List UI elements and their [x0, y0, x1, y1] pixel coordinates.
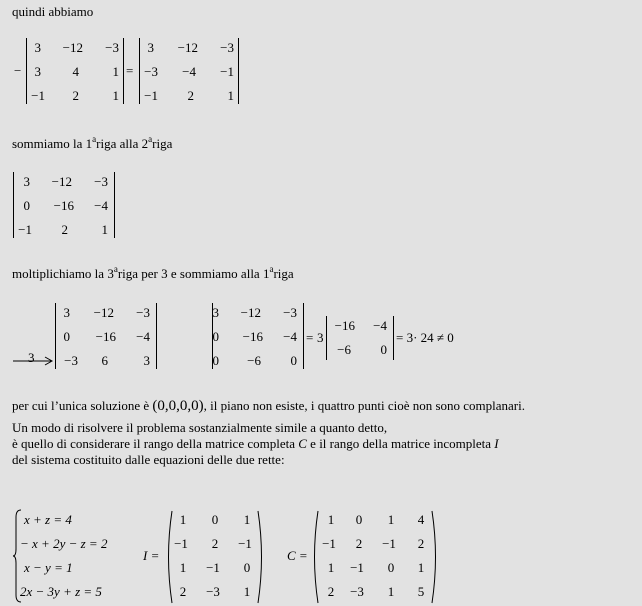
- equation-2: − x + 2y − z = 2: [20, 536, 108, 551]
- matrix-c-cell: 5: [417, 584, 425, 599]
- matrix-i-cell: 1: [243, 584, 251, 599]
- det1-cell: 3: [34, 40, 41, 55]
- result-text: = 3· 24 ≠ 0: [396, 330, 454, 345]
- step-text-2: moltiplichiamo la 3$^a$riga per 3 e sommiamo alla 1$^a$riga: [12, 264, 294, 281]
- matrix-i-cell: −1: [174, 536, 188, 551]
- equals-sign: =: [126, 63, 134, 78]
- determinant-1: [26, 38, 124, 104]
- det3c-cell: −16: [334, 318, 355, 333]
- paragraph-line-2: Un modo di risolvere il problema sostanzialmente simile a quanto detto,: [12, 420, 388, 435]
- paragraph-line-3: è quello di considerare il rango della matrice completa C e il rango della matrice incompleta I: [12, 436, 499, 451]
- matrix-c-cell: −3: [350, 584, 364, 599]
- determinant-3c: [326, 316, 394, 360]
- det3c-cell: −4: [373, 318, 387, 333]
- matrix-c-cell: 1: [327, 512, 335, 527]
- intro-text: quindi abbiamo: [12, 4, 94, 19]
- matrix-c-label: C =: [287, 548, 308, 563]
- det3a-cell: −3: [136, 305, 150, 320]
- det1b-cell: −4: [182, 64, 196, 79]
- matrix-c-cell: 2: [327, 584, 335, 599]
- matrix-i-cell: 1: [179, 512, 187, 527]
- matrix-c-cell: −1: [322, 536, 336, 551]
- matrix-c-cell: 1: [417, 560, 425, 575]
- equation-1: x + z = 4: [24, 512, 72, 527]
- det1-cell: 4: [72, 64, 79, 79]
- det1b-cell: −3: [220, 40, 234, 55]
- matrix-i-cell: 1: [243, 512, 251, 527]
- det1b-cell: −1: [220, 64, 234, 79]
- det3c-cell: −6: [337, 342, 351, 357]
- equals-sign: =: [306, 330, 314, 345]
- det3a-cell: −16: [95, 329, 116, 344]
- det1b-cell: −12: [177, 40, 198, 55]
- det3b-cell: −4: [283, 329, 297, 344]
- matrix-i: [168, 510, 260, 604]
- det1b-cell: 3: [147, 40, 154, 55]
- matrix-c-cell: −1: [350, 560, 364, 575]
- matrix-i-cell: 2: [211, 536, 219, 551]
- det1-cell: −1: [31, 88, 45, 103]
- det2-cell: 0: [23, 198, 30, 213]
- matrix-c-cell: 0: [387, 560, 395, 575]
- paragraph-line-4: del sistema costituito dalle equazioni delle due rette:: [12, 452, 285, 467]
- det1b-cell: −3: [144, 64, 158, 79]
- matrix-i-cell: 0: [211, 512, 219, 527]
- zero-vector: (0,0,0,0): [152, 398, 204, 414]
- det3b-cell: 0: [290, 353, 297, 368]
- matrix-i-cell: 0: [243, 560, 251, 575]
- matrix-i-cell: −1: [238, 536, 252, 551]
- det3c-cell: 0: [380, 342, 387, 357]
- determinant-2: [13, 172, 115, 238]
- matrix-i-cell: 1: [179, 560, 187, 575]
- det3b-cell: −16: [242, 329, 263, 344]
- det1-cell: 1: [112, 64, 119, 79]
- matrix-c-cell: 1: [387, 512, 395, 527]
- det1-cell: 1: [112, 88, 119, 103]
- det2-cell: 1: [101, 222, 108, 237]
- det1-cell: −3: [105, 40, 119, 55]
- det3b-cell: 3: [212, 305, 219, 320]
- equation-3: x − y = 1: [24, 560, 73, 575]
- determinant-1b: [139, 38, 239, 104]
- matrix-c-cell: 1: [387, 584, 395, 599]
- det1-cell: 2: [72, 88, 79, 103]
- det3a-cell: 3: [63, 305, 70, 320]
- det1b-cell: 1: [227, 88, 234, 103]
- matrix-i-label: I =: [143, 548, 160, 563]
- det1-cell: 3: [34, 64, 41, 79]
- det3a-cell: −4: [136, 329, 150, 344]
- minus-sign: −: [14, 63, 22, 78]
- det3a-cell: 6: [101, 353, 108, 368]
- step-text-1: sommiamo la 1$^a$riga alla 2$^a$riga: [12, 134, 173, 151]
- det3a-cell: 0: [63, 329, 70, 344]
- det1b-cell: 2: [187, 88, 194, 103]
- matrix-c-cell: 0: [355, 512, 363, 527]
- det3b-cell: −12: [240, 305, 261, 320]
- matrix-c-cell: −1: [382, 536, 396, 551]
- determinant-3b: [212, 303, 304, 369]
- arrow-label: 3: [28, 350, 35, 365]
- det3a-cell: 3: [143, 353, 150, 368]
- det1b-cell: −1: [144, 88, 158, 103]
- paragraph-line-1: per cui l’unica soluzione è (0,0,0,0), il piano non esiste, i quattro punti cioè non sono complanari.: [12, 398, 526, 414]
- matrix-c: [316, 510, 436, 604]
- matrix-i-cell: 2: [179, 584, 187, 599]
- det3b-cell: 0: [212, 329, 219, 344]
- matrix-c-cell: 4: [417, 512, 425, 527]
- det1-cell: −12: [62, 40, 83, 55]
- matrix-i-cell: −1: [206, 560, 220, 575]
- equation-4: 2x − 3y + z = 5: [20, 584, 102, 599]
- det2-cell: −4: [94, 198, 108, 213]
- det2-cell: −1: [18, 222, 32, 237]
- det2-cell: 2: [61, 222, 68, 237]
- det2-cell: −12: [51, 174, 72, 189]
- matrix-i-cell: −3: [206, 584, 220, 599]
- matrix-c-cell: 2: [417, 536, 425, 551]
- det3b-cell: 0: [212, 353, 219, 368]
- det2-cell: −16: [53, 198, 74, 213]
- coefficient: 3: [317, 330, 324, 345]
- det3a-cell: −3: [64, 353, 78, 368]
- det2-cell: 3: [23, 174, 30, 189]
- matrix-c-cell: 2: [355, 536, 363, 551]
- det3a-cell: −12: [93, 305, 114, 320]
- determinant-3a: [55, 303, 157, 369]
- det3b-cell: −3: [283, 305, 297, 320]
- det3b-cell: −6: [247, 353, 261, 368]
- matrix-c-cell: 1: [327, 560, 335, 575]
- det2-cell: −3: [94, 174, 108, 189]
